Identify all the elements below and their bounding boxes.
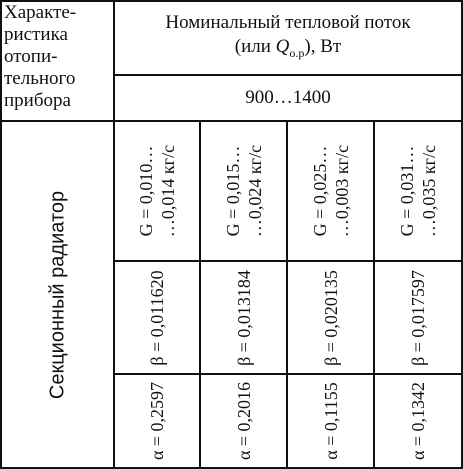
flow-rate-cell-1 <box>115 122 199 260</box>
flow-rate-line1: G = 0,025… <box>309 145 330 237</box>
flow-rate-line2: …0,003 кг/с <box>331 144 352 238</box>
beta-value: β = 0,013184 <box>233 269 254 366</box>
nominal-flow-header <box>115 2 461 74</box>
alpha-value: α = 0,1342 <box>408 381 428 461</box>
beta-cell-2 <box>201 262 286 373</box>
nominal-flow-subtitle: (или $Q_{о.р}$), Вт <box>234 36 342 60</box>
alpha-value: α = 0,2597 <box>147 381 167 461</box>
range-value: 900…1400 <box>245 87 331 108</box>
flow-rate-line2: …0,024 кг/с <box>244 144 265 238</box>
alpha-cell-2 <box>201 375 286 467</box>
flow-rate-line2: …0,014 кг/с <box>158 144 178 238</box>
beta-value: β = 0,011620 <box>147 269 167 366</box>
characteristic-header <box>4 2 116 112</box>
flow-rate-line1: G = 0,015… <box>222 145 243 237</box>
alpha-cell-3 <box>288 375 373 467</box>
beta-value: β = 0,017597 <box>408 269 428 366</box>
flow-rate-line1: G = 0,031… <box>397 145 417 237</box>
alpha-value: α = 0,1155 <box>320 382 341 460</box>
characteristic-label: Характе- ристика отопи- тельного прибора <box>4 2 77 111</box>
row-label: Секционный радиатор <box>46 190 68 399</box>
nominal-flow-title: Номинальный тепловой поток <box>165 12 411 34</box>
beta-cell-4 <box>375 262 461 373</box>
range-cell <box>115 76 461 120</box>
beta-value: β = 0,020135 <box>320 269 341 366</box>
flow-rate-cell-3 <box>288 122 373 260</box>
beta-cell-1 <box>115 262 199 373</box>
flow-rate-cell-4 <box>375 122 461 260</box>
flow-rate-cell-2 <box>201 122 286 260</box>
flow-rate-line2: …0,035 кг/с <box>419 144 439 238</box>
beta-cell-3 <box>288 262 373 373</box>
row-label-cell <box>2 122 113 467</box>
flow-rate-line1: G = 0,010… <box>136 145 156 237</box>
alpha-cell-4 <box>375 375 461 467</box>
alpha-value: α = 0,2016 <box>233 381 254 461</box>
alpha-cell-1 <box>115 375 199 467</box>
